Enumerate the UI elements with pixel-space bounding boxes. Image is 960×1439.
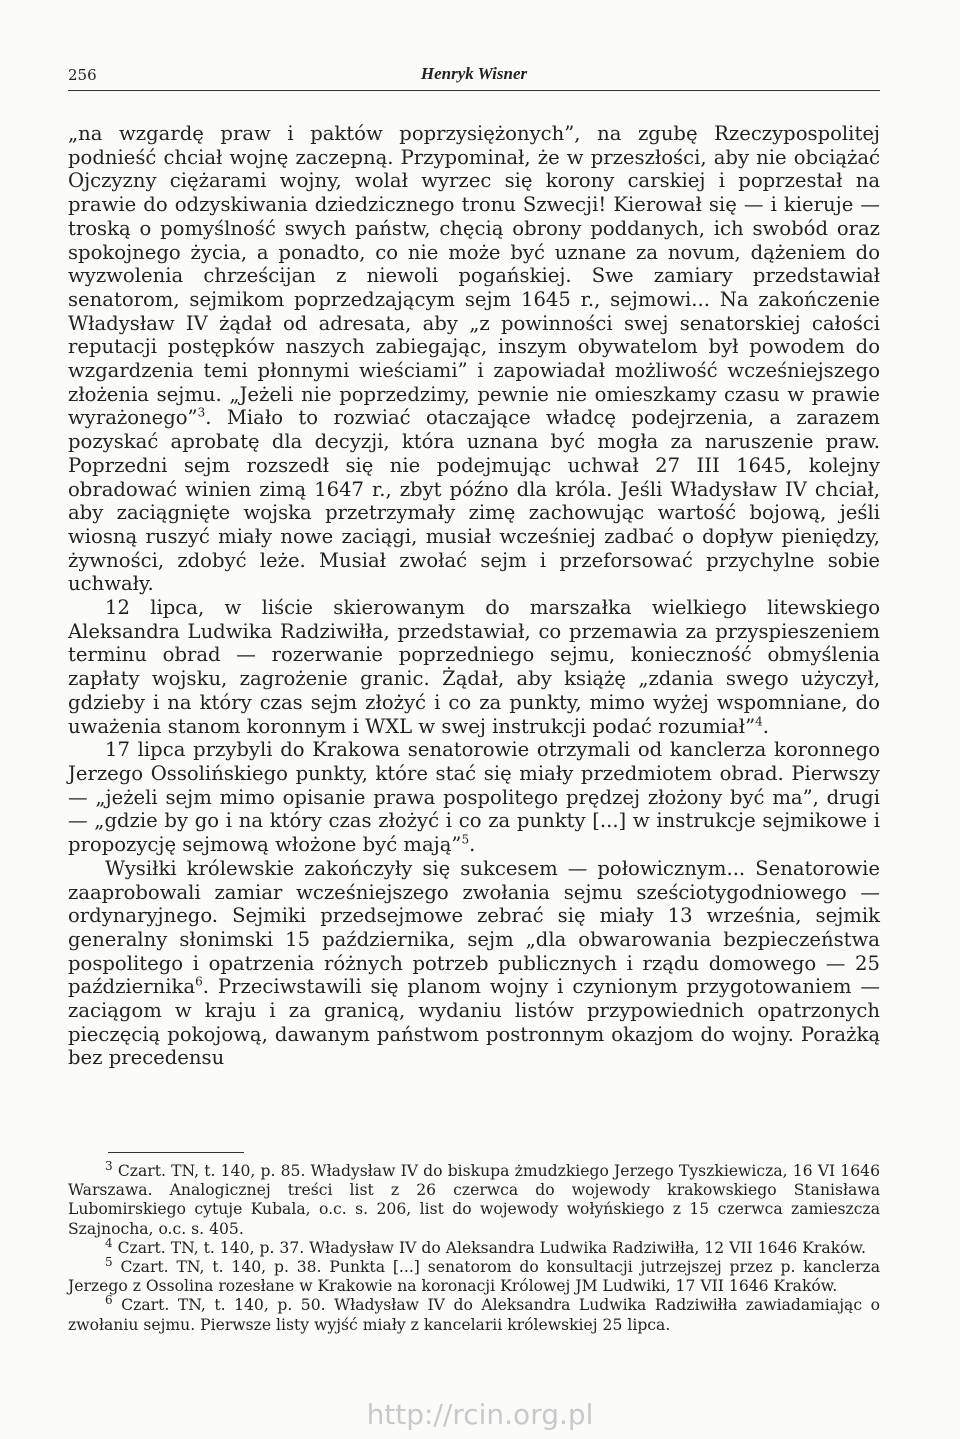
footnote-5-text: Czart. TN, t. 140, p. 38. Punkta [...] senatorom do konsultacji jutrzejszej przez p. kanclerza Jerzego z Ossolina rozesłane w Krakowie na koronacji Królowej JM Ludwiki, 17 VII 1646 Kraków. (68, 1258, 880, 1296)
footnote-5-mark: 5 (105, 1254, 113, 1269)
footnote-ref-5: 5 (461, 832, 470, 847)
paragraph-4 (68, 857, 880, 1070)
paragraph-3 (68, 738, 880, 857)
paragraph-1 (68, 122, 880, 596)
source-watermark: http://rcin.org.pl (366, 1398, 594, 1431)
footnote-5 (68, 1254, 880, 1296)
footnote-6-text: Czart. TN, t. 140, p. 50. Władysław IV do Aleksandra Ludwika Radziwiłła zawiadamiając o zwołaniu sejmu. Pierwsze listy wyjść miały z kancelarii królewskiej 25 lipca. (68, 1296, 880, 1334)
footnote-6-mark: 6 (105, 1293, 113, 1308)
paragraph-3-text: 17 lipca przybyli do Krakowa senatorowie otrzymali od kanclerza koronnego Jerzego Ossolińskiego punkty, które stać się miały przedmiotem obrad. Pierwszy — „jeżeli sejm mimo opisanie prawa pospolitego prędzej złożony być ma”, drugi — „gdzie by go i na który czas złożyć i co za punkty [...] w instrukcje sejmikowe i propozycję sejmową włożone być mają” (68, 738, 880, 857)
paragraph-4-text-b: . Przeciwstawili się planom wojny i czynionym przygotowaniem — zaciągom w kraju i za granicą, wydaniu listów przypowiednich opatrzonych pieczęcią pokojową, dawanym państwom postronnym okazjom do wojny. Porażką bez precedensu (68, 975, 880, 1070)
footnote-4-text: Czart. TN, t. 140, p. 37. Władysław IV do Aleksandra Ludwika Radziwiłła, 12 VII 1646 Kraków. (117, 1238, 866, 1257)
main-text (68, 122, 880, 1070)
footnotes (68, 1158, 880, 1335)
running-head: Henryk Wisner (420, 64, 528, 83)
footnote-ref-4: 4 (755, 714, 763, 729)
footnote-3 (68, 1158, 880, 1239)
page-header (68, 60, 880, 91)
paragraph-2 (68, 596, 880, 738)
footnote-3-text: Czart. TN, t. 140, p. 85. Władysław IV do biskupa żmudzkiego Jerzego Tyszkiewicza, 16 VI 1646 Warszawa. Analogicznej treści list z 26 czerwca do wojewody krakowskiego Stanisława Lubomirskiego cytuje Kubala, o.c. s. 206, list do wojewody wołyńskiego z 15 czerwca zamieszcza Szajnocha, o.c. s. 405. (68, 1162, 880, 1238)
footnote-3-mark: 3 (105, 1158, 113, 1173)
page-number: 256 (68, 66, 97, 84)
footnote-ref-6: 6 (195, 974, 203, 989)
footnote-divider (108, 1152, 244, 1153)
footnote-ref-3: 3 (197, 405, 206, 420)
paragraph-1-text-a: „na wzgardę praw i paktów poprzysiężonych”, na zgubę Rzeczypospolitej podnieść chciał wojnę zaczepną. Przypominał, że w przeszłości, aby nie obciążać Ojczyzny ciężarami wojny, wolał wyrzec się korony carskiej i poprzestał na prawie do odzyskiwania dziedzicznego tronu Szwecji! Kierował się — i kieruje — troską o pomyślność swych państw, chęcią obrony poddanych, ich swobód oraz spokojnego życia, a ponadto, co nie może być uznane za novum, dążeniem do wyzwolenia chrześcijan z niewoli pogańskiej. Swe zamiary przedstawiał senatorom, sejmikom poprzedzającym sejm 1645 r., sejmowi... Na zakończenie Władysław IV żądał od adresata, aby „z powinności swej senatorskiej całości reputacji postępków naszych zabiegając, inszym obywatelom był powodem do wzgardzenia temi płonnymi wieściami” i zapowiadał możliwość wcześniejszego złożenia sejmu. „Jeżeli nie poprzedzimy, pewnie nie omieszkamy czasu w prawie wyrażonego” (68, 122, 880, 430)
paragraph-1-text-b: . Miało to rozwiać otaczające władcę podejrzenia, a zarazem pozyskać aprobatę dla decyzji, która uznana być mogła za naruszenie praw. Poprzedni sejm rozszedł się nie podejmując uchwał 27 III 1645, kolejny obradować winien zimą 1647 r., zbyt późno dla króla. Jeśli Władysław IV chciał, aby zaciągnięte wojska przetrzymały zimę zachowując wartość bojową, jeśli wiosną ruszyć miały nowe zaciągi, musiał wcześniej zadbać o dopływ pieniędzy, żywności, zdobyć leże. Musiał zwołać sejm i przeforsować przychylne sobie uchwały. (68, 406, 880, 596)
footnote-4-mark: 4 (105, 1235, 113, 1250)
paragraph-4-text-a: Wysiłki królewskie zakończyły się sukcesem — połowicznym... Senatorowie zaaprobowali zamiar wcześniejszego zwołania sejmu sześciotygodniowego — ordynaryjnego. Sejmiki przedsejmowe zebrać się miały 13 września, sejmik generalny słonimski 15 października, sejm „dla obwarowania bezpieczeństwa pospolitego i opatrzenia różnych potrzeb publicznych i rządu domowego — 25 października (68, 856, 880, 999)
paragraph-2-text: 12 lipca, w liście skierowanym do marszałka wielkiego litewskiego Aleksandra Ludwika Radziwiłła, przedstawiał, co przemawia za przyspieszeniem terminu obrad — rozerwanie poprzedniego sejmu, konieczność obmyślenia zapłaty wojsku, zagrożenie granic. Żądał, aby książę „zdania swego użyczył, gdzieby i na który czas sejm złożyć i co za punkty, mimo wyżej wspomniane, do uważenia stanom koronnym i WXL w swej instrukcji podać rozumiał” (68, 596, 880, 738)
footnote-6 (68, 1293, 880, 1334)
footnote-4 (68, 1235, 880, 1258)
paragraph-3-end: . (469, 833, 476, 857)
paragraph-2-end: . (762, 714, 769, 738)
